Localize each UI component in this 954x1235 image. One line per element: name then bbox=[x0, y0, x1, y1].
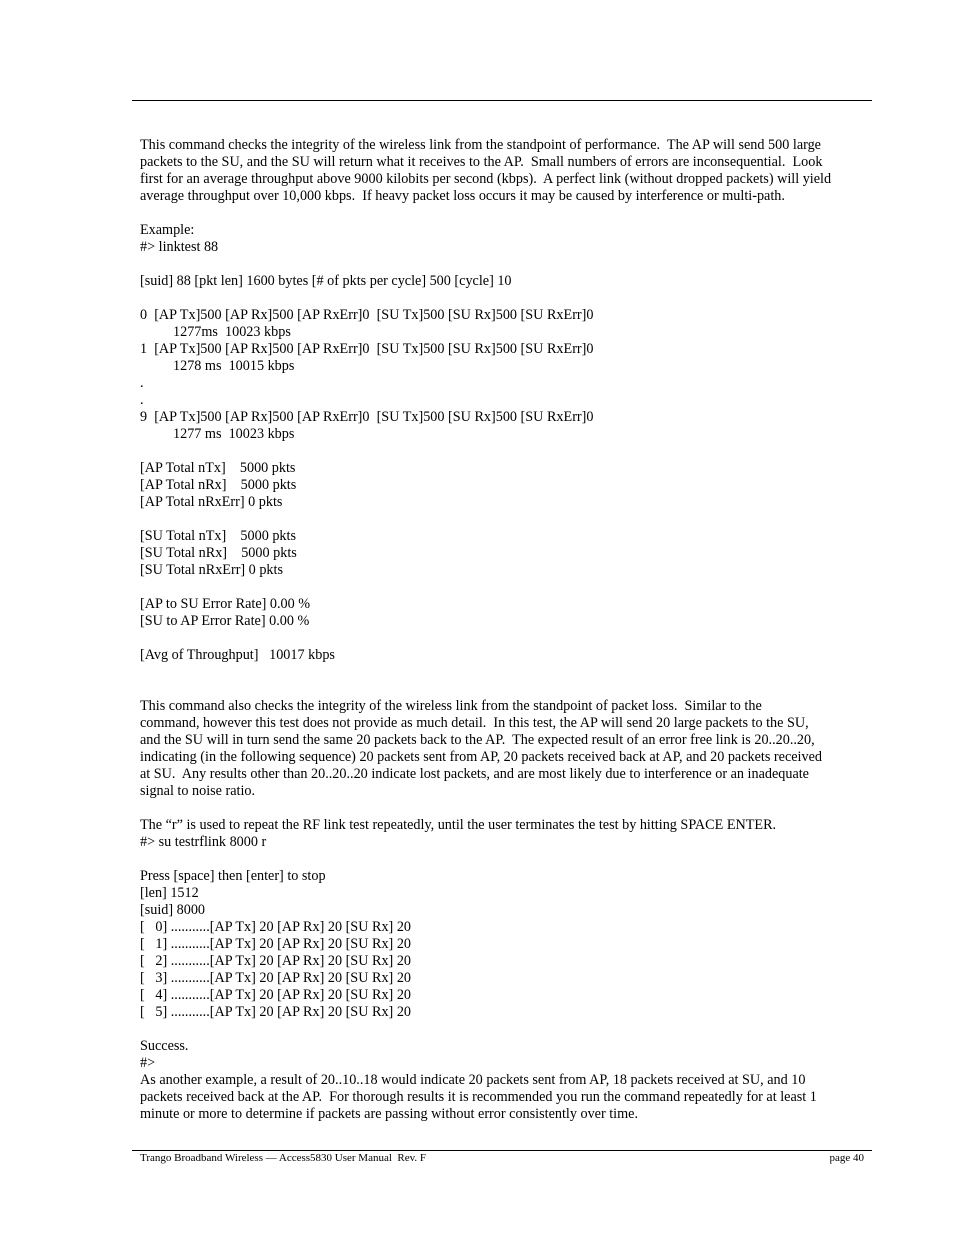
intro-line: This command also checks the integrity of the wireless link from the standpoint of packet loss. Similar to the bbox=[140, 698, 762, 714]
intro-line: packets to the SU, and the SU will return what it receives to the AP. Small numbers of errors are inconsequential. Look bbox=[140, 154, 823, 170]
closing-paragraph bbox=[140, 1072, 868, 1123]
footer-rule bbox=[132, 1150, 872, 1151]
cycle-line: 9 [AP Tx]500 [AP Rx]500 [AP RxErr]0 [SU Tx]500 [SU Rx]500 [SU RxErr]0 bbox=[140, 409, 594, 425]
closing-line: minute or more to determine if packets are passing without error consistently over time. bbox=[140, 1106, 638, 1122]
suid-line: [suid] 8000 bbox=[140, 902, 206, 918]
footer-page-number: page 40 bbox=[829, 1152, 864, 1164]
result-row: [ 3] ...........[AP Tx] 20 [AP Rx] 20 [SU Rx] 20 bbox=[140, 970, 412, 986]
cycle-line: 1 [AP Tx]500 [AP Rx]500 [AP RxErr]0 [SU Tx]500 [SU Rx]500 [SU RxErr]0 bbox=[140, 341, 594, 357]
intro-line: This command checks the integrity of the wireless link from the standpoint of performance. The AP will send 500 large bbox=[140, 137, 821, 153]
intro-line: indicating (in the following sequence) 20 packets sent from AP, 20 packets received back at AP, and 20 packets received bbox=[140, 749, 822, 765]
example-label: Example: bbox=[140, 222, 195, 238]
result-row: [ 0] ...........[AP Tx] 20 [AP Rx] 20 [SU Rx] 20 bbox=[140, 919, 412, 935]
su-total-nrx: [SU Total nRx] 5000 pkts bbox=[140, 545, 297, 561]
cycle-result: 1277 ms 10023 kbps bbox=[173, 426, 295, 442]
ellipsis-dot: . bbox=[140, 392, 144, 408]
su-total-nrxerr: [SU Total nRxErr] 0 pkts bbox=[140, 562, 283, 578]
avg-throughput: [Avg of Throughput] 10017 kbps bbox=[140, 647, 335, 663]
ap-total-nrxerr: [AP Total nRxErr] 0 pkts bbox=[140, 494, 283, 510]
success-line: Success. bbox=[140, 1038, 189, 1054]
intro-line: first for an average throughput above 9000 kilobits per second (kbps). A perfect link (without dropped packets) will yield bbox=[140, 171, 832, 187]
prompt-line: #> bbox=[140, 1055, 156, 1071]
cycle-result: 1277ms 10023 kbps bbox=[173, 324, 291, 340]
footer-manual-title: Trango Broadband Wireless — Access5830 User Manual Rev. F bbox=[140, 1152, 427, 1164]
header-rule bbox=[132, 100, 872, 101]
linktest-params: [suid] 88 [pkt len] 1600 bytes [# of pkts per cycle] 500 [cycle] 10 bbox=[140, 273, 512, 289]
intro-line: signal to noise ratio. bbox=[140, 783, 256, 799]
linktest-command: #> linktest 88 bbox=[140, 239, 219, 255]
intro-line: average throughput over 10,000 kbps. If heavy packet loss occurs it may be caused by interference or multi-path. bbox=[140, 188, 785, 204]
cycle-result: 1278 ms 10015 kbps bbox=[173, 358, 295, 374]
repeat-note: The “r” is used to repeat the RF link test repeatedly, until the user terminates the test by hitting SPACE ENTER. bbox=[140, 817, 777, 833]
press-stop-line: Press [space] then [enter] to stop bbox=[140, 868, 326, 884]
result-row: [ 1] ...........[AP Tx] 20 [AP Rx] 20 [SU Rx] 20 bbox=[140, 936, 412, 952]
testrflink-command: #> su testrflink 8000 r bbox=[140, 834, 267, 850]
intro-line: command, however this test does not provide as much detail. In this test, the AP will send 20 large packets to the SU, bbox=[140, 715, 809, 731]
len-line: [len] 1512 bbox=[140, 885, 199, 901]
ap-total-ntx: [AP Total nTx] 5000 pkts bbox=[140, 460, 296, 476]
linktest-intro-paragraph bbox=[140, 137, 868, 205]
page-body bbox=[140, 137, 868, 1123]
su-to-ap-error-rate: [SU to AP Error Rate] 0.00 % bbox=[140, 613, 310, 629]
result-row: [ 5] ...........[AP Tx] 20 [AP Rx] 20 [SU Rx] 20 bbox=[140, 1004, 412, 1020]
testrflink-intro-paragraph bbox=[140, 698, 868, 800]
cycle-line: 0 [AP Tx]500 [AP Rx]500 [AP RxErr]0 [SU Tx]500 [SU Rx]500 [SU RxErr]0 bbox=[140, 307, 594, 323]
ap-to-su-error-rate: [AP to SU Error Rate] 0.00 % bbox=[140, 596, 311, 612]
su-total-ntx: [SU Total nTx] 5000 pkts bbox=[140, 528, 296, 544]
intro-line: and the SU will in turn send the same 20 packets back to the AP. The expected result of an error free link is 20..20..20, bbox=[140, 732, 815, 748]
closing-line: packets received back at the AP. For thorough results it is recommended you run the command repeatedly for at least 1 bbox=[140, 1089, 817, 1105]
ellipsis-dot: . bbox=[140, 375, 144, 391]
result-row: [ 4] ...........[AP Tx] 20 [AP Rx] 20 [SU Rx] 20 bbox=[140, 987, 412, 1003]
intro-line: at SU. Any results other than 20..20..20 indicate lost packets, and are most likely due to interference or an inadequate bbox=[140, 766, 809, 782]
closing-line: As another example, a result of 20..10..18 would indicate 20 packets sent from AP, 18 packets received at SU, and 10 bbox=[140, 1072, 806, 1088]
result-row: [ 2] ...........[AP Tx] 20 [AP Rx] 20 [SU Rx] 20 bbox=[140, 953, 412, 969]
ap-total-nrx: [AP Total nRx] 5000 pkts bbox=[140, 477, 297, 493]
